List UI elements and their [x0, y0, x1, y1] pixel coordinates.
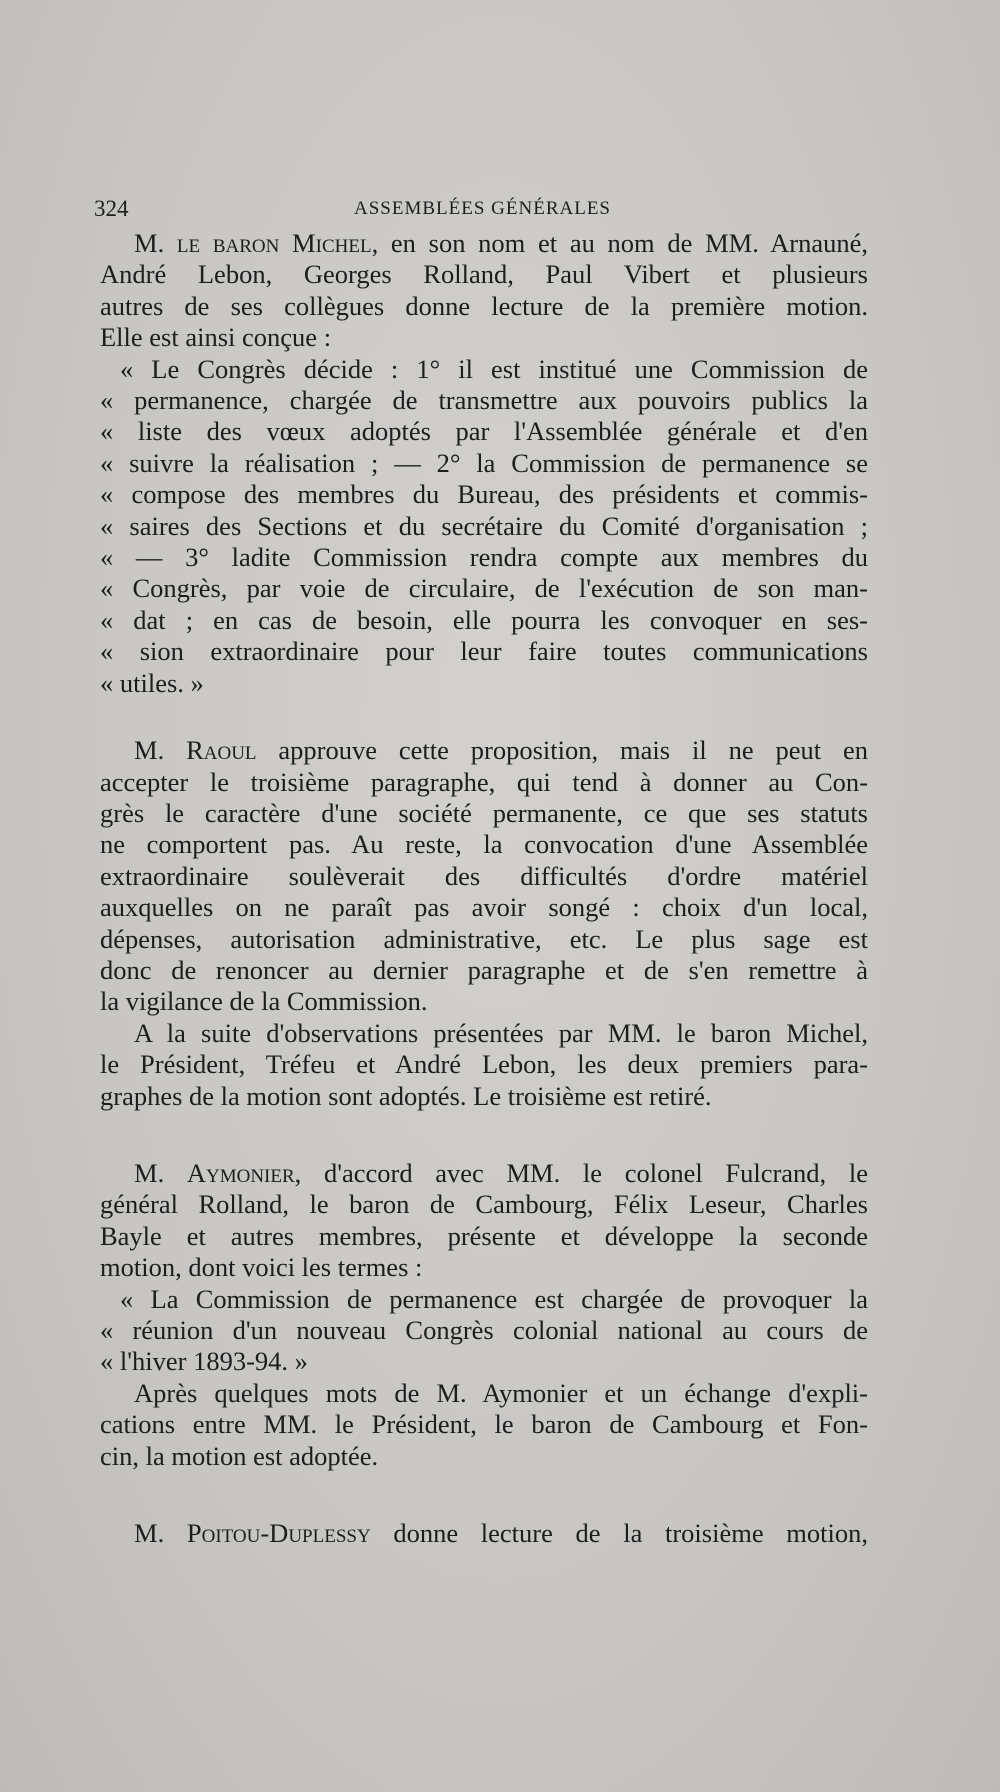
page-number: 324 — [94, 196, 129, 221]
quote-line: « dat ; en cas de besoin, elle pourra les convoquer en ses- — [100, 604, 868, 635]
text-line: motion, dont voici les termes : — [100, 1252, 423, 1283]
text-line: ne comportent pas. Au reste, la convocation d'une Assemblée — [100, 829, 868, 860]
text-line: A la suite d'observations présentées par MM. le baron Michel, — [134, 1017, 868, 1048]
paragraph-baron-michel — [100, 228, 868, 354]
paragraph-aymonier — [100, 1158, 868, 1284]
quote-line: « liste des vœux adoptés par l'Assemblée générale et d'en — [100, 416, 868, 447]
text-line: la vigilance de la Commission. — [100, 986, 428, 1017]
speaker-name: Poitou-Duplessy — [186, 1518, 371, 1549]
text-line: dépenses, autorisation administrative, etc. Le plus sage est — [100, 923, 868, 954]
text-line: M. Raoul approuve cette proposition, mais il ne peut en — [134, 735, 868, 766]
text-line: cations entre MM. le Président, le baron de Cambourg et Fon- — [100, 1409, 868, 1440]
text-line: autres de ses collègues donne lecture de la première motion. — [100, 290, 868, 321]
quote-motion-one — [100, 354, 868, 699]
quote-line: « La Commission de permanence est chargée de provoquer la — [120, 1283, 868, 1314]
text-line: grès le caractère d'une société permanente, ce que ses statuts — [100, 797, 868, 828]
text-line: graphes de la motion sont adoptés. Le troisième est retiré. — [100, 1080, 712, 1111]
text-line: général Rolland, le baron de Cambourg, Félix Leseur, Charles — [100, 1189, 868, 1220]
paragraph-raoul — [100, 735, 868, 1018]
paragraph-adoption-two — [100, 1378, 868, 1472]
quote-line: « sion extraordinaire pour leur faire toutes communications — [100, 636, 868, 667]
text-line: M. Aymonier, d'accord avec MM. le colonel Fulcrand, le — [134, 1157, 868, 1188]
quote-line: « réunion d'un nouveau Congrès colonial national au cours de — [100, 1315, 868, 1345]
quote-line: « l'hiver 1893-94. » — [100, 1346, 308, 1377]
speaker-name: Aymonier — [186, 1157, 295, 1188]
text-line: André Lebon, Georges Rolland, Paul Vibert et plusieurs — [100, 259, 868, 290]
text-line: cin, la motion est adoptée. — [100, 1440, 379, 1471]
quote-line: « — 3° ladite Commission rendra compte aux membres du — [100, 542, 868, 573]
text-line: Bayle et autres membres, présente et développe la seconde — [100, 1220, 868, 1251]
text-line: M. Poitou-Duplessy donne lecture de la troisième motion, — [134, 1518, 868, 1549]
quote-line: « suivre la réalisation ; — 2° la Commission de permanence se — [100, 447, 868, 478]
text-line: le Président, Tréfeu et André Lebon, les deux premiers para- — [100, 1049, 868, 1080]
quote-line: « utiles. » — [100, 667, 204, 698]
quote-line: « Congrès, par voie de circulaire, de l'exécution de son man- — [100, 573, 868, 604]
text-line: donc de renoncer au dernier paragraphe et de s'en remettre à — [100, 954, 868, 985]
text-line: auxquelles on ne paraît pas avoir songé : choix d'un local, — [100, 892, 868, 923]
page-header — [94, 196, 864, 228]
text-line: M. le baron Michel, en son nom et au nom de MM. Arnauné, — [134, 228, 868, 258]
quote-line: « permanence, chargée de transmettre aux pouvoirs publics la — [100, 385, 868, 416]
speaker-name: Raoul — [186, 735, 257, 766]
quote-line: « compose des membres du Bureau, des présidents et commis- — [100, 479, 868, 510]
text-line: accepter le troisième paragraphe, qui tend à donner au Con- — [100, 766, 868, 797]
running-head: ASSEMBLÉES GÉNÉRALES — [354, 198, 611, 219]
quote-motion-two — [100, 1284, 868, 1378]
quote-line: « saires des Sections et du secrétaire du Comité d'organisation ; — [100, 510, 868, 541]
paragraph-adoption — [100, 1018, 868, 1112]
text-line: Après quelques mots de M. Aymonier et un échange d'expli- — [134, 1377, 868, 1408]
paragraph-poitou-duplessy — [100, 1518, 868, 1549]
quote-line: « Le Congrès décide : 1° il est institué une Commission de — [120, 353, 868, 384]
page-body — [100, 228, 868, 1549]
speaker-name: le baron Michel — [176, 228, 372, 258]
text-line: extraordinaire soulèverait des difficultés d'ordre matériel — [100, 860, 868, 891]
text-line: Elle est ainsi conçue : — [100, 322, 332, 353]
